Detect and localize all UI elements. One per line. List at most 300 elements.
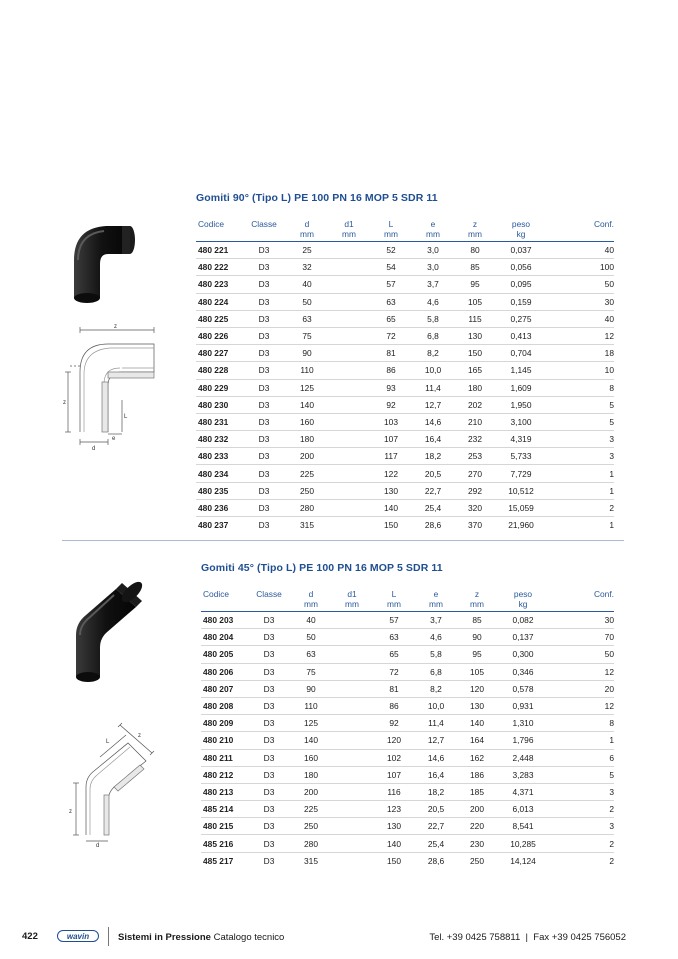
table-row [201, 715, 614, 732]
cell-classe: D3 [247, 646, 291, 663]
col-d: d mm [291, 589, 331, 612]
table-body [201, 612, 614, 869]
cell-conf: 70 [549, 629, 614, 646]
cell-conf: 30 [546, 293, 614, 310]
cell-codice: 480 222 [196, 259, 242, 276]
cell-classe: D3 [242, 293, 286, 310]
table-row [201, 801, 614, 818]
cell-peso: 10,512 [496, 482, 546, 499]
cell-e: 22,7 [415, 818, 457, 835]
cell-z: 186 [457, 766, 497, 783]
cell-conf: 30 [549, 612, 614, 629]
cell-d: 75 [286, 327, 328, 344]
cell-d1 [331, 732, 373, 749]
cell-e: 4,6 [412, 293, 454, 310]
cell-codice: 480 213 [201, 783, 247, 800]
cell-conf: 1 [609, 520, 614, 531]
cell-d: 225 [291, 801, 331, 818]
cell-L: 52 [370, 242, 412, 259]
cell-d1 [328, 465, 370, 482]
dim-L-label: L [106, 739, 110, 745]
cell-classe: D3 [242, 413, 286, 430]
footer-separator [108, 927, 109, 946]
cell-L: 120 [373, 732, 415, 749]
cell-classe: D3 [242, 345, 286, 362]
cell-classe: D3 [247, 680, 291, 697]
cell-d: 140 [291, 732, 331, 749]
cell-L: 140 [370, 499, 412, 516]
elbow-90-photo [64, 212, 156, 312]
col-conf: Conf. [546, 219, 614, 242]
elbow-90-table [196, 219, 614, 533]
cell-codice: 480 231 [196, 413, 242, 430]
cell-peso: 3,283 [497, 766, 549, 783]
dim-z-top-label: z [138, 733, 141, 739]
cell-conf: 50 [546, 276, 614, 293]
col-d: d mm [286, 219, 328, 242]
cell-d1 [331, 835, 373, 852]
cell-d: 250 [291, 818, 331, 835]
cell-d1 [331, 646, 373, 663]
cell-z: 320 [454, 499, 496, 516]
table-row [201, 818, 614, 835]
table-row [201, 835, 614, 852]
cell-conf: 2 [546, 499, 614, 516]
cell-d: 180 [286, 431, 328, 448]
cell-d1 [328, 413, 370, 430]
cell-e: 3,7 [412, 276, 454, 293]
cell-peso: 0,275 [496, 310, 546, 327]
col-e: e mm [415, 589, 457, 612]
cell-classe: D3 [242, 276, 286, 293]
cell-z: 115 [454, 310, 496, 327]
cell-codice: 480 234 [196, 465, 242, 482]
col-peso: peso kg [496, 219, 546, 242]
cell-e: 18,2 [415, 783, 457, 800]
col-peso: peso kg [497, 589, 549, 612]
cell-conf: 50 [549, 646, 614, 663]
cell-e: 20,5 [415, 801, 457, 818]
cell-peso: 0,413 [496, 327, 546, 344]
cell-peso: 0,300 [497, 646, 549, 663]
cell-z: 120 [457, 680, 497, 697]
cell-classe: D3 [247, 629, 291, 646]
cell-e: 14,6 [412, 413, 454, 430]
cell-classe: D3 [242, 259, 286, 276]
cell-e: 10,0 [415, 697, 457, 714]
cell-conf: 1 [546, 465, 614, 482]
cell-d: 315 [300, 520, 314, 531]
dim-d-label: d [96, 843, 100, 847]
cell-z: 90 [457, 629, 497, 646]
cell-peso: 0,346 [497, 663, 549, 680]
cell-z: 253 [454, 448, 496, 465]
cell-conf: 5 [546, 396, 614, 413]
table-body [196, 242, 614, 534]
cell-L: 54 [370, 259, 412, 276]
cell-d: 140 [286, 396, 328, 413]
cell-d1 [331, 697, 373, 714]
cell-L: 107 [370, 431, 412, 448]
cell-L: 86 [373, 697, 415, 714]
cell-e: 6,8 [412, 327, 454, 344]
cell-e: 3,0 [412, 242, 454, 259]
cell-d1 [331, 783, 373, 800]
dim-L-label: L [124, 414, 128, 420]
table-row [201, 663, 614, 680]
cell-d: 200 [291, 783, 331, 800]
col-L: L mm [373, 589, 415, 612]
cell-z: 105 [457, 663, 497, 680]
cell-z: 250 [470, 855, 484, 866]
cell-d: 75 [291, 663, 331, 680]
cell-d: 160 [286, 413, 328, 430]
catalog-title-rest: Catalogo tecnico [210, 932, 285, 943]
cell-codice: 480 210 [201, 732, 247, 749]
elbow-45-table [201, 589, 614, 869]
cell-d1 [328, 310, 370, 327]
cell-L: 116 [373, 783, 415, 800]
cell-d: 110 [286, 362, 328, 379]
cell-z: 164 [457, 732, 497, 749]
cell-peso: 0,704 [496, 345, 546, 362]
cell-codice: 485 216 [201, 835, 247, 852]
cell-peso: 0,159 [496, 293, 546, 310]
cell-classe: D3 [247, 818, 291, 835]
cell-peso: 1,609 [496, 379, 546, 396]
contact-info: Tel. +39 0425 758811 | Fax +39 0425 756052 [429, 932, 626, 943]
col-conf: Conf. [549, 589, 614, 612]
cell-codice: 480 203 [201, 612, 247, 629]
cell-d: 63 [291, 646, 331, 663]
cell-e: 11,4 [412, 379, 454, 396]
cell-classe: D3 [247, 783, 291, 800]
cell-codice: 480 232 [196, 431, 242, 448]
cell-z: 85 [454, 259, 496, 276]
cell-z: 85 [457, 612, 497, 629]
cell-conf: 2 [549, 801, 614, 818]
section-title: Gomiti 90° (Tipo L) PE 100 PN 16 MOP 5 SDR 11 [196, 192, 438, 204]
cell-e: 5,8 [415, 646, 457, 663]
wavin-logo [57, 930, 99, 942]
cell-codice: 480 225 [196, 310, 242, 327]
cell-z: 232 [454, 431, 496, 448]
cell-e: 8,2 [415, 680, 457, 697]
cell-codice: 480 228 [196, 362, 242, 379]
cell-codice: 480 237 [198, 520, 229, 531]
cell-L: 65 [370, 310, 412, 327]
col-z: z mm [457, 589, 497, 612]
elbow-45-technical-drawing [66, 717, 166, 847]
cell-d: 125 [291, 715, 331, 732]
cell-codice: 480 215 [201, 818, 247, 835]
cell-e: 18,2 [412, 448, 454, 465]
cell-codice: 480 206 [201, 663, 247, 680]
table-row [201, 852, 614, 869]
cell-d1 [328, 362, 370, 379]
cell-d: 90 [286, 345, 328, 362]
cell-peso: 8,541 [497, 818, 549, 835]
cell-conf: 8 [549, 715, 614, 732]
cell-d1 [328, 259, 370, 276]
logo-wordmark: wavin [66, 932, 90, 941]
cell-z: 202 [454, 396, 496, 413]
cell-L: 63 [373, 629, 415, 646]
cell-d1 [331, 749, 373, 766]
cell-L: 150 [384, 520, 398, 531]
cell-codice: 480 235 [196, 482, 242, 499]
cell-d1 [331, 801, 373, 818]
dim-d-label: d [92, 446, 96, 452]
cell-L: 107 [373, 766, 415, 783]
cell-L: 140 [373, 835, 415, 852]
table-row [201, 732, 614, 749]
cell-classe: D3 [242, 448, 286, 465]
col-e: e mm [412, 219, 454, 242]
cell-conf: 12 [549, 697, 614, 714]
cell-conf: 18 [546, 345, 614, 362]
cell-L: 102 [373, 749, 415, 766]
cell-conf: 3 [546, 431, 614, 448]
cell-d1 [328, 276, 370, 293]
cell-d1 [328, 242, 370, 259]
cell-peso: 2,448 [497, 749, 549, 766]
cell-conf: 12 [546, 327, 614, 344]
cell-L: 81 [370, 345, 412, 362]
cell-e: 12,7 [412, 396, 454, 413]
cell-z: 292 [454, 482, 496, 499]
table-row [196, 413, 614, 430]
cell-conf: 2 [549, 835, 614, 852]
cell-z: 95 [457, 646, 497, 663]
cell-L: 92 [373, 715, 415, 732]
cell-d: 25 [286, 242, 328, 259]
col-classe: Classe [247, 589, 291, 612]
cell-conf: 1 [549, 732, 614, 749]
dim-z-label: z [69, 809, 72, 815]
cell-L: 123 [373, 801, 415, 818]
cell-codice: 480 211 [201, 749, 247, 766]
cell-z: 200 [457, 801, 497, 818]
cell-z: 140 [457, 715, 497, 732]
cell-conf: 1 [546, 482, 614, 499]
cell-classe: D3 [247, 697, 291, 714]
table-row [196, 517, 614, 534]
cell-e: 28,6 [427, 855, 445, 866]
cell-d: 110 [291, 697, 331, 714]
cell-d1 [328, 499, 370, 516]
cell-d1 [331, 680, 373, 697]
cell-L: 150 [387, 855, 401, 866]
cell-codice: 480 230 [196, 396, 242, 413]
table-row [196, 362, 614, 379]
cell-peso: 6,013 [497, 801, 549, 818]
cell-d1 [331, 612, 373, 629]
cell-peso: 5,733 [496, 448, 546, 465]
cell-conf: 6 [549, 749, 614, 766]
cell-codice: 480 224 [196, 293, 242, 310]
cell-classe: D3 [242, 310, 286, 327]
col-codice: Codice [196, 219, 242, 242]
table-row [196, 482, 614, 499]
cell-peso: 15,059 [496, 499, 546, 516]
cell-d: 32 [286, 259, 328, 276]
cell-peso: 1,310 [497, 715, 549, 732]
cell-peso: 0,578 [497, 680, 549, 697]
col-z: z mm [454, 219, 496, 242]
cell-peso: 7,729 [496, 465, 546, 482]
table-row [196, 242, 614, 259]
cell-e: 14,6 [415, 749, 457, 766]
table-row [201, 766, 614, 783]
cell-e: 25,4 [412, 499, 454, 516]
table-row [196, 465, 614, 482]
cell-e: 4,6 [415, 629, 457, 646]
cell-conf: 40 [546, 242, 614, 259]
cell-classe: D3 [263, 855, 275, 866]
cell-z: 165 [454, 362, 496, 379]
cell-d: 160 [291, 749, 331, 766]
cell-e: 20,5 [412, 465, 454, 482]
cell-d1 [331, 663, 373, 680]
col-classe: Classe [242, 219, 286, 242]
cell-L: 65 [373, 646, 415, 663]
cell-z: 210 [454, 413, 496, 430]
cell-d1 [331, 852, 373, 869]
cell-codice: 480 208 [201, 697, 247, 714]
cell-conf: 3 [546, 448, 614, 465]
cell-peso: 1,145 [496, 362, 546, 379]
cell-peso: 0,056 [496, 259, 546, 276]
cell-d: 90 [291, 680, 331, 697]
cell-L: 122 [370, 465, 412, 482]
table-row [196, 327, 614, 344]
cell-classe: D3 [247, 749, 291, 766]
cell-e: 16,4 [415, 766, 457, 783]
cell-d: 50 [291, 629, 331, 646]
cell-classe: D3 [242, 396, 286, 413]
cell-d: 315 [304, 855, 318, 866]
cell-L: 81 [373, 680, 415, 697]
section-title: Gomiti 45° (Tipo L) PE 100 PN 16 MOP 5 SDR 11 [201, 562, 443, 574]
cell-codice: 480 226 [196, 327, 242, 344]
cell-conf: 3 [549, 818, 614, 835]
cell-L: 86 [370, 362, 412, 379]
cell-d1 [328, 517, 370, 534]
table-row [196, 499, 614, 516]
cell-peso: 1,950 [496, 396, 546, 413]
cell-d1 [328, 293, 370, 310]
cell-conf: 20 [549, 680, 614, 697]
cell-d1 [328, 431, 370, 448]
cell-e: 8,2 [412, 345, 454, 362]
cell-conf: 100 [546, 259, 614, 276]
cell-z: 220 [457, 818, 497, 835]
cell-d: 200 [286, 448, 328, 465]
cell-d: 125 [286, 379, 328, 396]
cell-z: 180 [454, 379, 496, 396]
elbow-45-photo [66, 577, 156, 687]
dim-z-vertical-label: z [63, 400, 66, 406]
cell-z: 185 [457, 783, 497, 800]
cell-d: 250 [286, 482, 328, 499]
cell-z: 270 [454, 465, 496, 482]
cell-codice: 480 233 [196, 448, 242, 465]
cell-peso: 10,285 [497, 835, 549, 852]
cell-L: 57 [373, 612, 415, 629]
table-row [196, 259, 614, 276]
cell-codice: 480 236 [196, 499, 242, 516]
catalog-title-bold: Sistemi in Pressione [118, 932, 211, 943]
cell-e: 10,0 [412, 362, 454, 379]
cell-z: 80 [454, 242, 496, 259]
cell-d1 [328, 327, 370, 344]
cell-peso: 3,100 [496, 413, 546, 430]
table-header-row [196, 219, 614, 242]
cell-L: 72 [373, 663, 415, 680]
cell-z: 230 [457, 835, 497, 852]
cell-L: 57 [370, 276, 412, 293]
cell-L: 117 [370, 448, 412, 465]
cell-d: 280 [286, 499, 328, 516]
cell-classe: D3 [242, 379, 286, 396]
col-codice: Codice [201, 589, 247, 612]
table-row [201, 629, 614, 646]
cell-e: 3,0 [412, 259, 454, 276]
cell-conf: 12 [549, 663, 614, 680]
cell-codice: 480 229 [196, 379, 242, 396]
table-row [201, 783, 614, 800]
cell-codice: 485 217 [203, 855, 234, 866]
cell-classe: D3 [242, 465, 286, 482]
cell-peso: 21,960 [508, 520, 534, 531]
cell-d1 [328, 345, 370, 362]
table-row [196, 396, 614, 413]
cell-codice: 480 204 [201, 629, 247, 646]
cell-peso: 0,082 [497, 612, 549, 629]
cell-L: 93 [370, 379, 412, 396]
table-row [196, 345, 614, 362]
page-number: 422 [22, 931, 38, 942]
table-row [201, 749, 614, 766]
page-footer [0, 927, 678, 947]
cell-e: 3,7 [415, 612, 457, 629]
cell-classe: D3 [247, 732, 291, 749]
cell-conf: 8 [546, 379, 614, 396]
cell-d1 [331, 818, 373, 835]
cell-classe: D3 [258, 520, 270, 531]
table-row [201, 680, 614, 697]
cell-e: 11,4 [415, 715, 457, 732]
cell-d1 [328, 379, 370, 396]
cell-d: 50 [286, 293, 328, 310]
cell-d: 280 [291, 835, 331, 852]
cell-z: 130 [457, 697, 497, 714]
elbow-45-section [0, 541, 678, 921]
cell-L: 103 [370, 413, 412, 430]
table-row [201, 697, 614, 714]
cell-peso: 4,371 [497, 783, 549, 800]
cell-d1 [331, 715, 373, 732]
elbow-90-technical-drawing [62, 322, 162, 452]
cell-classe: D3 [247, 715, 291, 732]
cell-d: 180 [291, 766, 331, 783]
cell-d: 225 [286, 465, 328, 482]
cell-d1 [328, 448, 370, 465]
cell-peso: 0,037 [496, 242, 546, 259]
cell-d1 [328, 482, 370, 499]
cell-z: 95 [454, 276, 496, 293]
